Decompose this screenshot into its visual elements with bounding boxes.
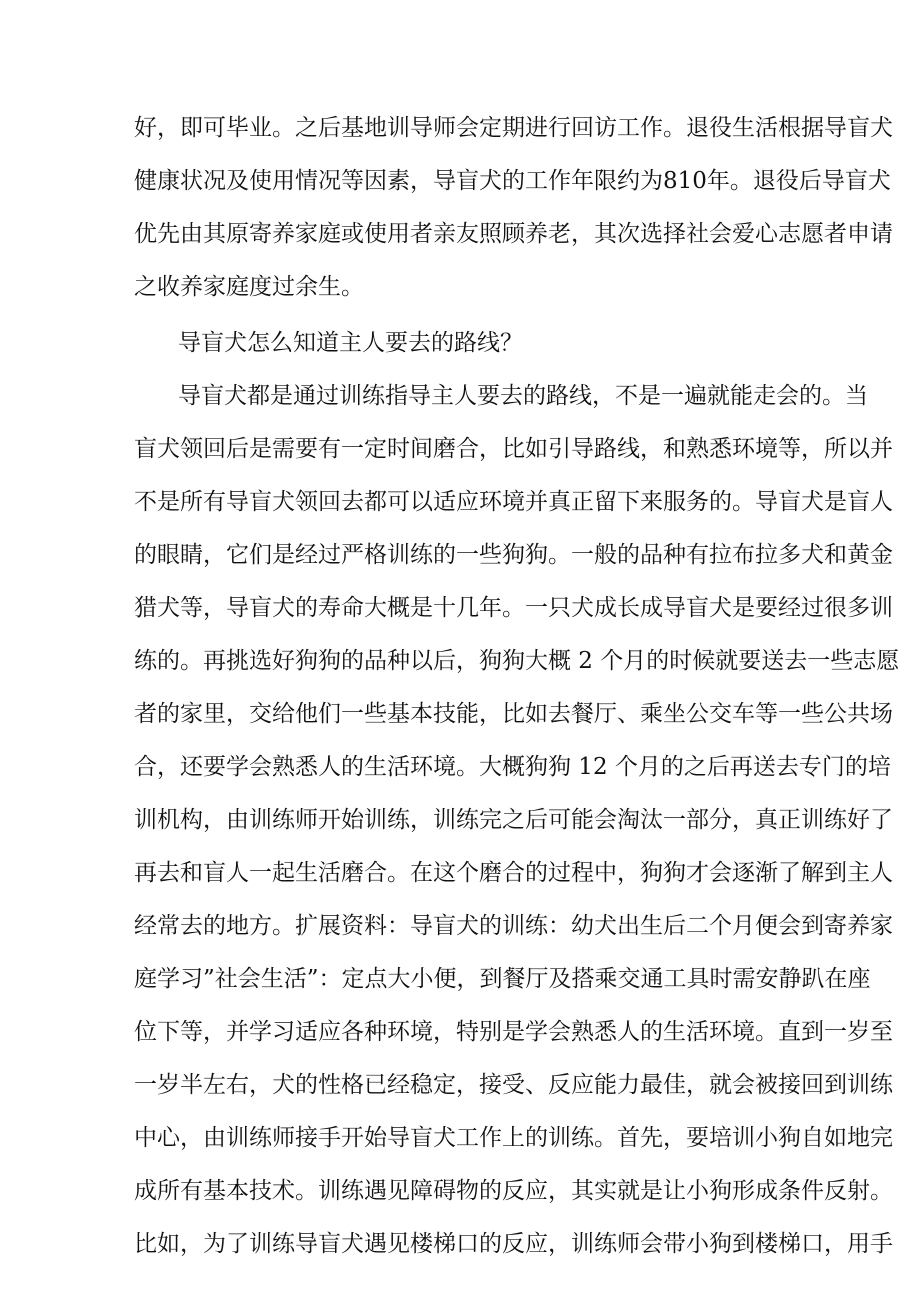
text-line: 训机构，由训练师开始训练，训练完之后可能会淘汰一部分，真正训练好了: [134, 807, 893, 833]
text-line: 不是所有导盲犬领回去都可以适应环境并真正留下来服务的。导盲犬是盲人: [134, 489, 893, 515]
text-line: 练的。再挑选好狗狗的品种以后，狗狗大概 2 个月的时候就要送去一些志愿: [134, 648, 900, 674]
text-line: 再去和盲人一起生活磨合。在这个磨合的过程中，狗狗才会逐渐了解到主人: [134, 860, 893, 886]
text-line: 优先由其原寄养家庭或使用者亲友照顾养老，其次选择社会爱心志愿者申请: [134, 221, 893, 247]
text-line: 好，即可毕业。之后基地训导师会定期进行回访工作。退役生活根据导盲犬: [134, 115, 893, 141]
text-line: 的眼睛，它们是经过严格训练的一些狗狗。一般的品种有拉布拉多犬和黄金: [134, 542, 893, 568]
text-line: 位下等，并学习适应各种环境，特别是学会熟悉人的生活环境。直到一岁至: [134, 1019, 893, 1045]
text-line: 经常去的地方。扩展资料：导盲犬的训练：幼犬出生后二个月便会到寄养家: [134, 913, 893, 939]
text-line: 盲犬领回后是需要有一定时间磨合，比如引导路线，和熟悉环境等，所以并: [134, 436, 893, 462]
text-line: 猎犬等，导盲犬的寿命大概是十几年。一只犬成长成导盲犬是要经过很多训: [134, 595, 893, 621]
text-line: 者的家里，交给他们一些基本技能，比如去餐厅、乘坐公交车等一些公共场: [134, 701, 893, 727]
text-line: 健康状况及使用情况等因素，导盲犬的工作年限约为810年。退役后导盲犬: [134, 168, 891, 194]
text-line: 庭学习”社会生活”：定点大小便，到餐厅及搭乘交通工具时需安静趴在座: [134, 966, 871, 992]
text-line: 成所有基本技术。训练遇见障碍物的反应，其实就是让小狗形成条件反射。: [134, 1178, 893, 1204]
text-line: 合，还要学会熟悉人的生活环境。大概狗狗 12 个月的之后再送去专门的培: [134, 754, 891, 780]
text-line: 导盲犬都是通过训练指导主人要去的路线，不是一遍就能走会的。当: [178, 383, 868, 409]
text-line: 比如，为了训练导盲犬遇见楼梯口的反应，训练师会带小狗到楼梯口，用手: [134, 1231, 893, 1257]
section-question: 导盲犬怎么知道主人要去的路线？: [178, 330, 523, 356]
text-line: 中心，由训练师接手开始导盲犬工作上的训练。首先，要培训小狗自如地完: [134, 1125, 893, 1151]
text-line: 一岁半左右，犬的性格已经稳定，接受、反应能力最佳，就会被接回到训练: [134, 1072, 893, 1098]
text-line: 之收养家庭度过余生。: [134, 274, 364, 300]
